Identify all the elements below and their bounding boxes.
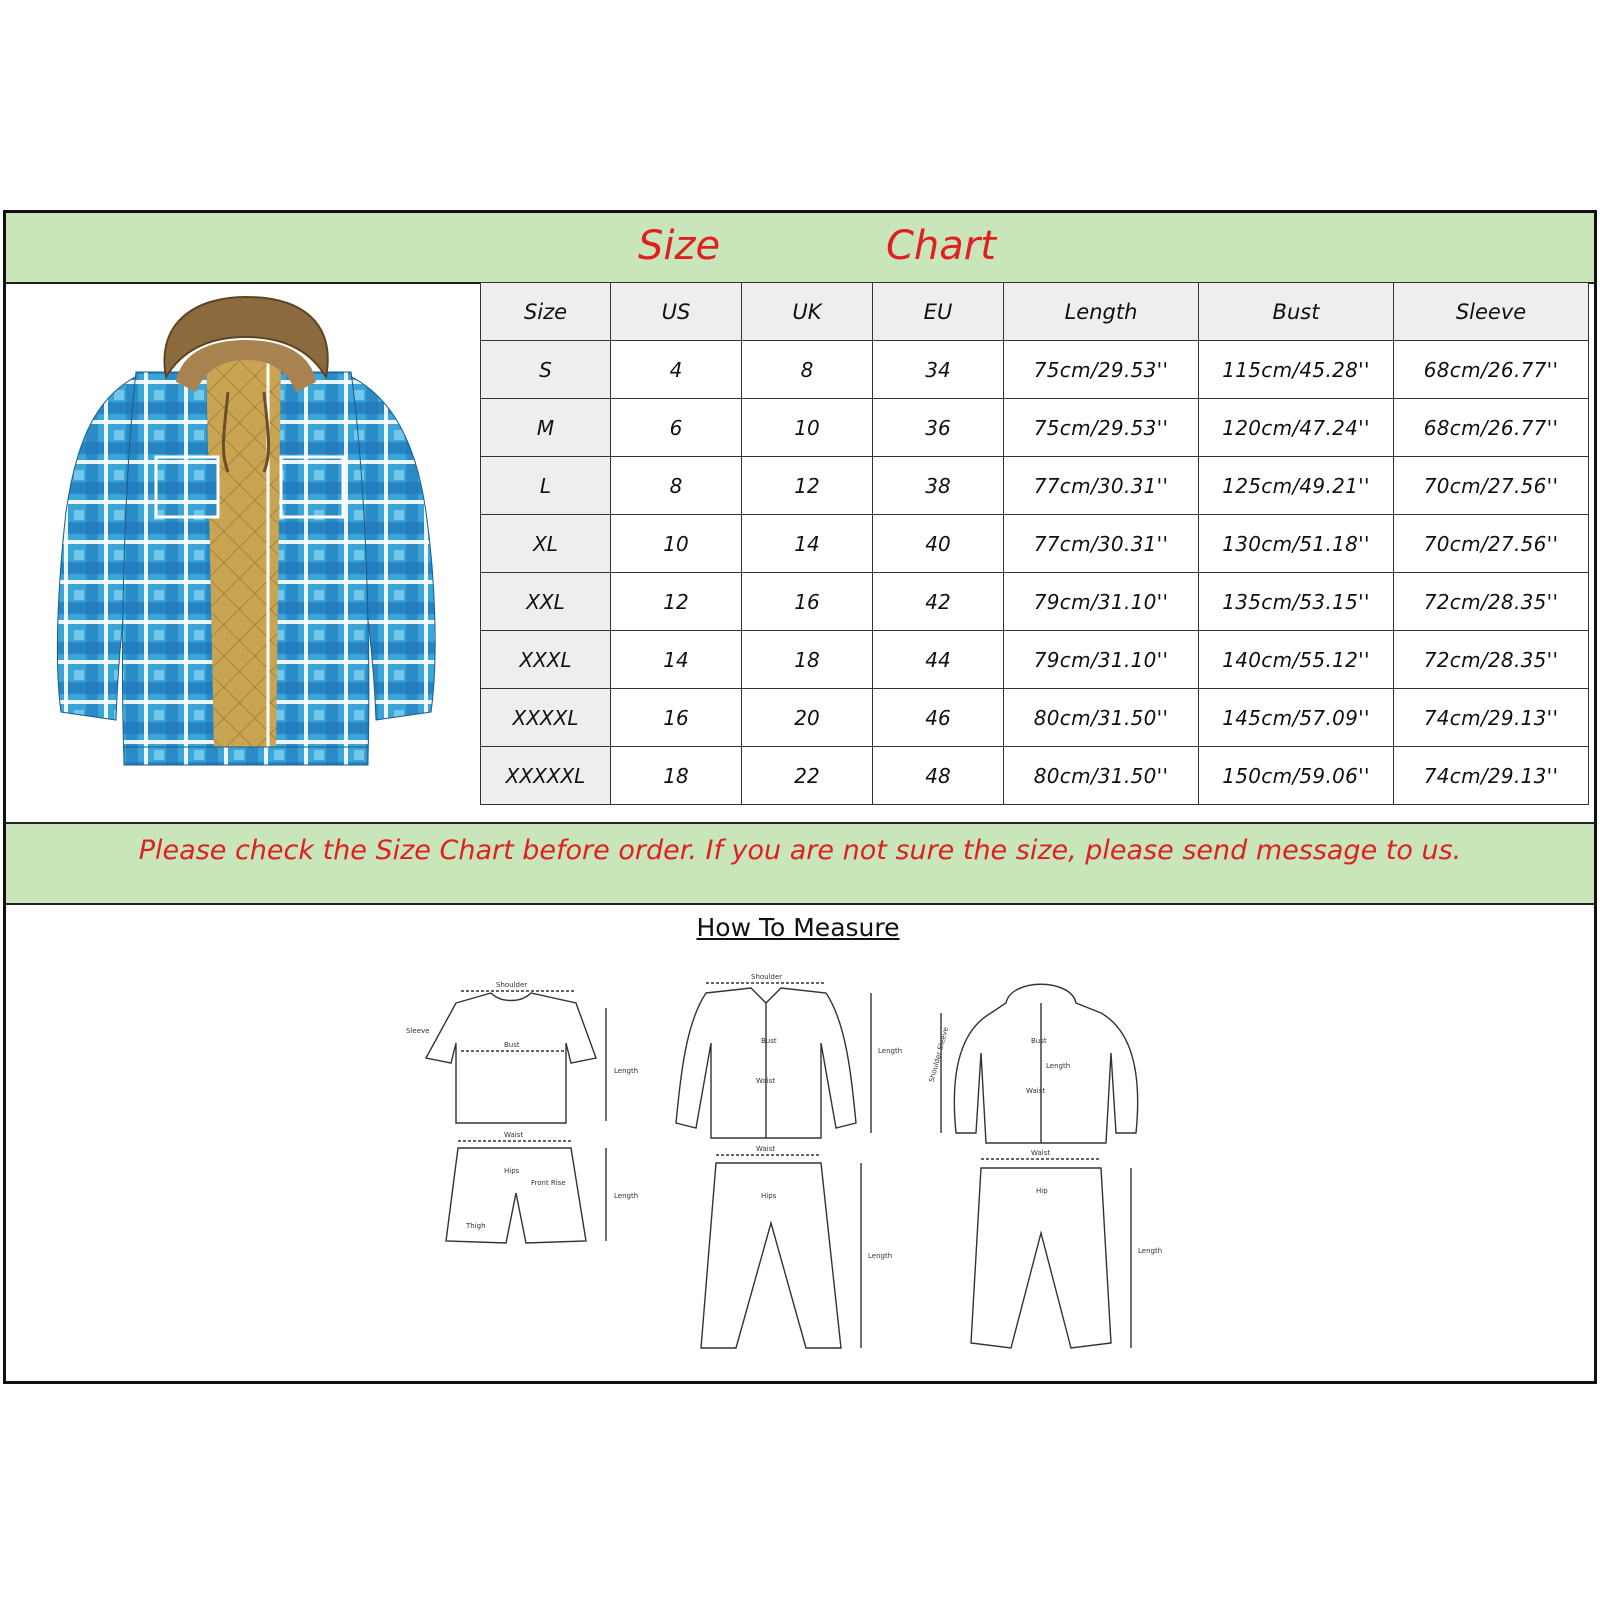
label-length: Length (1046, 1062, 1071, 1070)
cell-bust: 115cm/45.28'' (1199, 341, 1394, 399)
joggers-diagram (971, 1149, 1162, 1348)
cell-sleeve: 68cm/26.77'' (1394, 341, 1589, 399)
cell-bust: 135cm/53.15'' (1199, 573, 1394, 631)
how-to-measure-title (6, 913, 1594, 942)
label-shoulder-sleeve: Shoulder Sleeve (927, 1026, 951, 1084)
cell-uk: 22 (742, 747, 873, 805)
table-row (481, 573, 1589, 631)
label-bust: Bust (1031, 1037, 1047, 1045)
cell-sleeve: 70cm/27.56'' (1394, 457, 1589, 515)
header-eu: EU (873, 283, 1004, 341)
label-length: Length (878, 1047, 903, 1055)
measurement-diagrams (366, 963, 1206, 1383)
header-sleeve: Sleeve (1394, 283, 1589, 341)
title-word-chart: Chart (886, 223, 996, 269)
label-hips: Hips (761, 1192, 777, 1200)
cell-us: 4 (611, 341, 742, 399)
cell-length: 79cm/31.10'' (1004, 631, 1199, 689)
cell-eu: 46 (873, 689, 1004, 747)
cell-size: XXXXXL (481, 747, 611, 805)
header-uk: UK (742, 283, 873, 341)
label-waist: Waist (756, 1077, 776, 1085)
cell-uk: 10 (742, 399, 873, 457)
label-thigh: Thigh (466, 1222, 486, 1230)
title-band (6, 213, 1594, 284)
cell-length: 79cm/31.10'' (1004, 573, 1199, 631)
cell-length: 75cm/29.53'' (1004, 341, 1199, 399)
notice-band (6, 822, 1594, 905)
cell-bust: 125cm/49.21'' (1199, 457, 1394, 515)
label-waist: Waist (1026, 1087, 1046, 1095)
tshirt-diagram (406, 981, 638, 1123)
cell-uk: 14 (742, 515, 873, 573)
label-shoulder: Shoulder (496, 981, 528, 989)
how-to-measure-label: How To Measure (696, 913, 900, 942)
header-size: Size (481, 283, 611, 341)
header-us: US (611, 283, 742, 341)
cell-us: 14 (611, 631, 742, 689)
cell-eu: 48 (873, 747, 1004, 805)
cell-length: 77cm/30.31'' (1004, 515, 1199, 573)
plaid-hooded-jacket-icon (6, 282, 480, 822)
shorts-diagram (446, 1131, 638, 1243)
cell-eu: 40 (873, 515, 1004, 573)
shirt-diagram (676, 973, 902, 1138)
title-word-size: Size (638, 223, 721, 269)
table-row (481, 457, 1589, 515)
label-length: Length (614, 1067, 639, 1075)
header-length: Length (1004, 283, 1199, 341)
label-length: Length (1138, 1247, 1163, 1255)
cell-uk: 20 (742, 689, 873, 747)
cell-size: XL (481, 515, 611, 573)
label-front-rise: Front Rise (531, 1179, 566, 1187)
cell-us: 8 (611, 457, 742, 515)
cell-size: M (481, 399, 611, 457)
cell-size: XXL (481, 573, 611, 631)
cell-us: 18 (611, 747, 742, 805)
cell-sleeve: 68cm/26.77'' (1394, 399, 1589, 457)
cell-bust: 130cm/51.18'' (1199, 515, 1394, 573)
cell-eu: 38 (873, 457, 1004, 515)
table-row (481, 747, 1589, 805)
cell-sleeve: 72cm/28.35'' (1394, 573, 1589, 631)
cell-bust: 150cm/59.06'' (1199, 747, 1394, 805)
cell-eu: 36 (873, 399, 1004, 457)
cell-length: 80cm/31.50'' (1004, 747, 1199, 805)
label-hips: Hips (504, 1167, 520, 1175)
cell-size: L (481, 457, 611, 515)
cell-bust: 145cm/57.09'' (1199, 689, 1394, 747)
cell-length: 77cm/30.31'' (1004, 457, 1199, 515)
cell-uk: 8 (742, 341, 873, 399)
label-waist: Waist (504, 1131, 524, 1139)
label-length: Length (868, 1252, 893, 1260)
size-chart-sheet (3, 210, 1597, 1384)
table-header-row (481, 283, 1589, 341)
table-row (481, 631, 1589, 689)
label-waist: Waist (1031, 1149, 1051, 1157)
cell-eu: 34 (873, 341, 1004, 399)
cell-uk: 12 (742, 457, 873, 515)
product-photo (6, 282, 480, 822)
label-bust: Bust (761, 1037, 777, 1045)
cell-sleeve: 70cm/27.56'' (1394, 515, 1589, 573)
label-hip: Hip (1036, 1187, 1048, 1195)
cell-bust: 120cm/47.24'' (1199, 399, 1394, 457)
cell-us: 16 (611, 689, 742, 747)
cell-bust: 140cm/55.12'' (1199, 631, 1394, 689)
cell-sleeve: 72cm/28.35'' (1394, 631, 1589, 689)
label-waist: Waist (756, 1145, 776, 1153)
header-bust: Bust (1199, 283, 1394, 341)
cell-eu: 44 (873, 631, 1004, 689)
cell-us: 6 (611, 399, 742, 457)
cell-length: 75cm/29.53'' (1004, 399, 1199, 457)
table-row (481, 689, 1589, 747)
cell-us: 12 (611, 573, 742, 631)
table-row (481, 341, 1589, 399)
cell-uk: 16 (742, 573, 873, 631)
table-row (481, 515, 1589, 573)
measurement-diagram-svg (366, 963, 1206, 1383)
cell-size: XXXL (481, 631, 611, 689)
cell-size: XXXXL (481, 689, 611, 747)
label-shoulder: Shoulder (751, 973, 783, 981)
trousers-diagram (701, 1145, 892, 1348)
label-sleeve: Sleeve (406, 1027, 430, 1035)
hoodie-diagram (928, 984, 1138, 1143)
notice-text: Please check the Size Chart before order. If you are not sure the size, please send message to us. (138, 835, 1462, 866)
cell-sleeve: 74cm/29.13'' (1394, 747, 1589, 805)
size-table (480, 282, 1589, 805)
cell-length: 80cm/31.50'' (1004, 689, 1199, 747)
label-length: Length (614, 1192, 639, 1200)
cell-sleeve: 74cm/29.13'' (1394, 689, 1589, 747)
cell-eu: 42 (873, 573, 1004, 631)
cell-us: 10 (611, 515, 742, 573)
label-bust: Bust (504, 1041, 520, 1049)
table-row (481, 399, 1589, 457)
cell-uk: 18 (742, 631, 873, 689)
cell-size: S (481, 341, 611, 399)
